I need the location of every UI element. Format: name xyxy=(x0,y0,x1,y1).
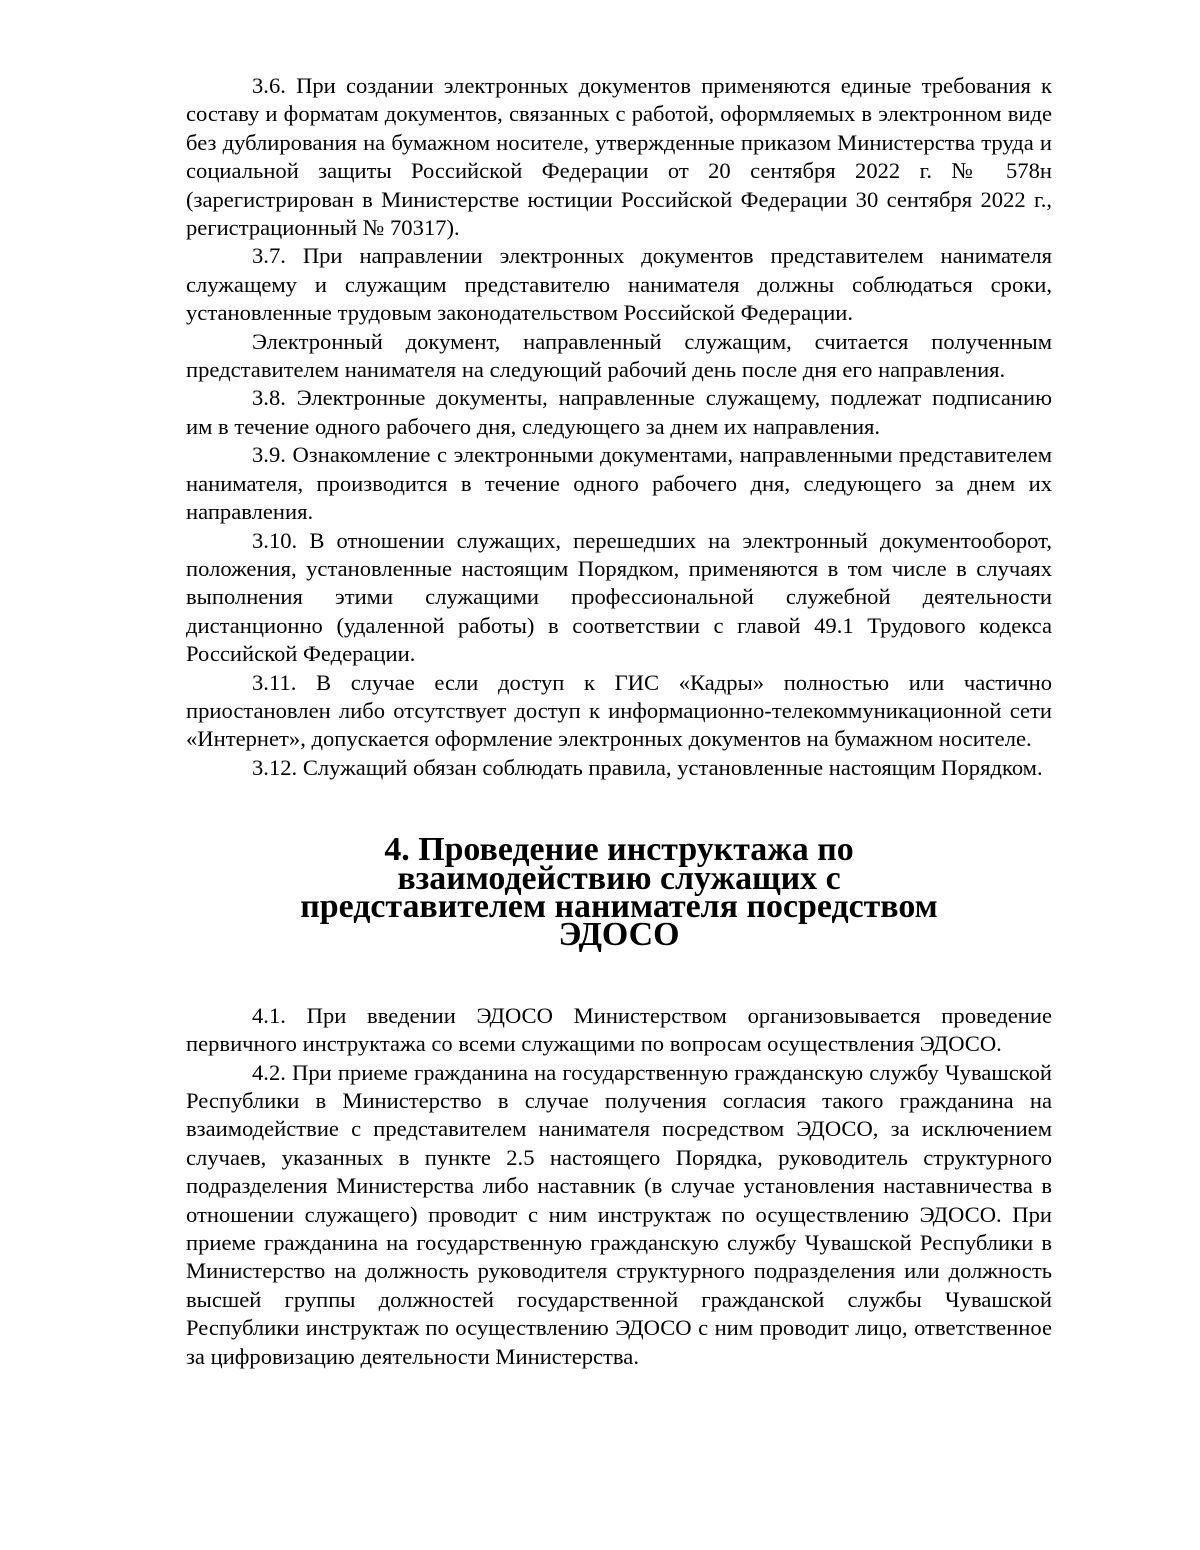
paragraph-4-2: 4.2. При приеме гражданина на государственную гражданскую службу Чувашской Республики в Министерство в случае получения согласия такого гражданина на взаимодействие с представителем нанимателя посредством ЭДОСО, за исключением случаев, указанных в пункте 2.5 настоящего Порядка, руководитель структурного подразделения Министерства либо наставник (в случае установления наставничества в отношении служащего) проводит с ним инструктаж по осуществлению ЭДОСО. При приеме гражданина на государственную гражданскую службу Чувашской Республики в Министерство на должность руководителя структурного подразделения или должность высшей группы должностей государственной гражданской службы Чувашской Республики инструктаж по осуществлению ЭДОСО с ним проводит лицо, ответственное за цифровизацию деятельности Министерства. xyxy=(186,1059,1052,1369)
paragraph-3-9: 3.9. Ознакомление с электронными документами, направленными представителем нанимателя, производится в течение одного рабочего дня, следующего за днем их направления. xyxy=(186,442,1052,525)
paragraph-3-7: 3.7. При направлении электронных документов представителем нанимателя служащему и служащим представителю нанимателя должны соблюдаться сроки, установленные трудовым законодательством Российской Федерации. xyxy=(186,243,1052,326)
document-page xyxy=(186,72,1052,1371)
section-4-heading: 4. Проведение инструктажа по взаимодействию служащих с представителем нанимателя посредством ЭДОСО xyxy=(300,831,938,954)
paragraph-3-11: 3.11. В случае если доступ к ГИС «Кадры» полностью или частично приостановлен либо отсутствует доступ к информационно-телекоммуникационной сети «Интернет», допускается оформление электронных документов на бумажном носителе. xyxy=(186,669,1052,752)
paragraph-3-8: 3.8. Электронные документы, направленные служащему, подлежат подписанию им в течение одного рабочего дня, следующего за днем их направления. xyxy=(186,385,1052,439)
paragraph-3-6: 3.6. При создании электронных документов применяются единые требования к составу и форматам документов, связанных с работой, оформляемых в электронном виде без дублирования на бумажном носителе, утвержденные приказом Министерства труда и социальной защиты Российской Федерации от 20 сентября 2022 г. № 578н (зарегистрирован в Министерстве юстиции Российской Федерации 30 сентября 2022 г., регистрационный № 70317). xyxy=(186,73,1052,241)
paragraph-3-10: 3.10. В отношении служащих, перешедших на электронный документооборот, положения, установленные настоящим Порядком, применяются в том числе в случаях выполнения этими служащими профессиональной служебной деятельности дистанционно (удаленной работы) в соответствии с главой 49.1 Трудового кодекса Российской Федерации. xyxy=(186,527,1052,667)
paragraph-3-7-continued: Электронный документ, направленный служащим, считается полученным представителем нанимателя на следующий рабочий день после дня его направления. xyxy=(186,328,1052,383)
paragraph-3-12: 3.12. Служащий обязан соблюдать правила, установленные настоящим Порядком. xyxy=(252,754,1043,780)
section-spacer xyxy=(186,782,1052,836)
section-spacer xyxy=(186,950,1052,1002)
paragraph-4-1: 4.1. При введении ЭДОСО Министерством организовывается проведение первичного инструктажа со всеми служащими по вопросам осуществления ЭДОСО. xyxy=(186,1002,1052,1057)
